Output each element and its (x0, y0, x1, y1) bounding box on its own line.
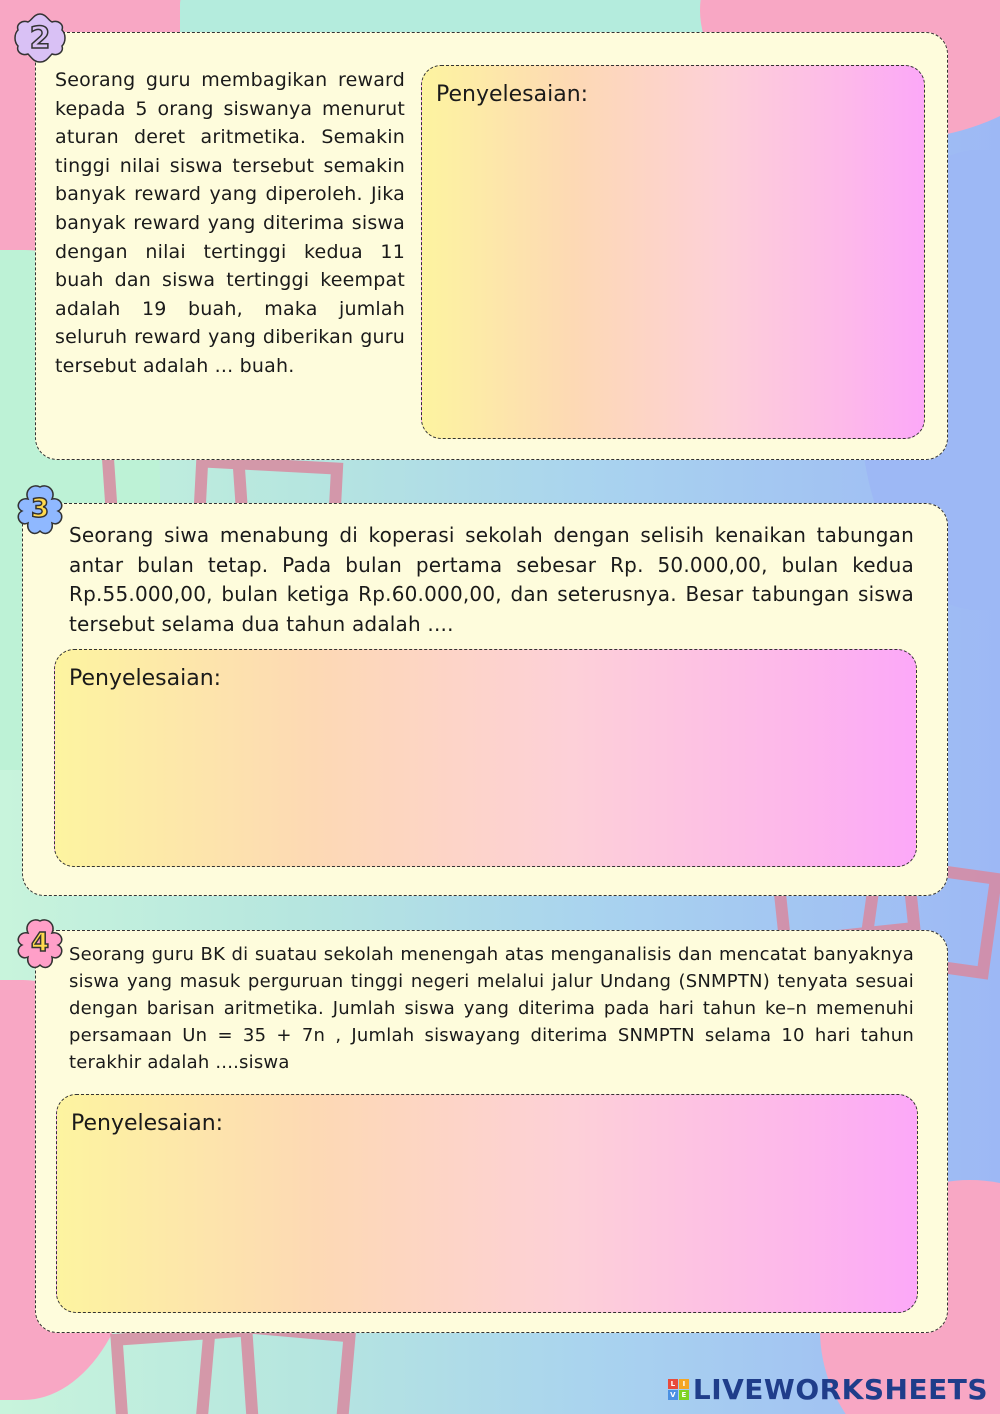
question-text: Seorang guru membagikan reward kepada 5 orang siswanya menurut aturan deret aritmetika. Semakin tinggi nilai siswa tersebut semakin banyak reward yang diperoleh. Jika banyak reward yang diterima siswa dengan nilai tertinggi kedua 11 buah dan siswa tertinggi keempat adalah 19 buah, maka jumlah seluruh reward yang diberikan guru tersebut adalah ... buah. (55, 69, 405, 377)
question-card-4 (35, 930, 948, 1333)
answer-input[interactable] (67, 702, 904, 854)
question-text: Seorang siwa menabung di koperasi sekolah dengan selisih kenaikan tabungan antar bulan tetap. Pada bulan pertama sebesar Rp. 50.000,00, bulan kedua Rp.55.000,00, bulan ketiga Rp.60.000,00, dan seterusnya. Besar tabungan siswa tersebut selama dua tahun adalah .... (69, 523, 914, 636)
question-text: Seorang guru BK di suatau sekolah menengah atas menganalisis dan mencatat banyaknya siswa yang masuk perguruan tinggi negeri melalui jalur Undang (SNMPTN) tenyata sesuai dengan barisan aritmetika. Jumlah siswa yang diterima pada hari tahun ke–n memenuhi persamaan Un = 35 + 7n , Jumlah siswayang diterima SNMPTN selama 10 hari tahun terakhir adalah ....siswa (69, 944, 914, 1073)
question-number: 3 (30, 494, 50, 524)
question-number-badge (12, 915, 68, 971)
answer-label: Penyelesaian: (436, 82, 589, 107)
question-card-2 (35, 32, 948, 460)
answer-box[interactable] (421, 65, 925, 439)
answer-input[interactable] (434, 118, 912, 426)
answer-box[interactable] (56, 1094, 918, 1313)
answer-label: Penyelesaian: (69, 666, 222, 691)
answer-input[interactable] (69, 1147, 905, 1300)
question-card-3 (22, 503, 948, 896)
question-number-badge (12, 10, 68, 66)
logo-mark-icon: L I V E (668, 1379, 689, 1400)
question-number-badge (12, 481, 68, 537)
answer-box[interactable] (54, 649, 917, 867)
answer-label: Penyelesaian: (71, 1111, 224, 1136)
question-number: 4 (30, 928, 50, 958)
logo-text: LIVEWORKSHEETS (692, 1373, 988, 1406)
liveworksheets-logo (668, 1373, 988, 1406)
question-number: 2 (29, 20, 51, 56)
